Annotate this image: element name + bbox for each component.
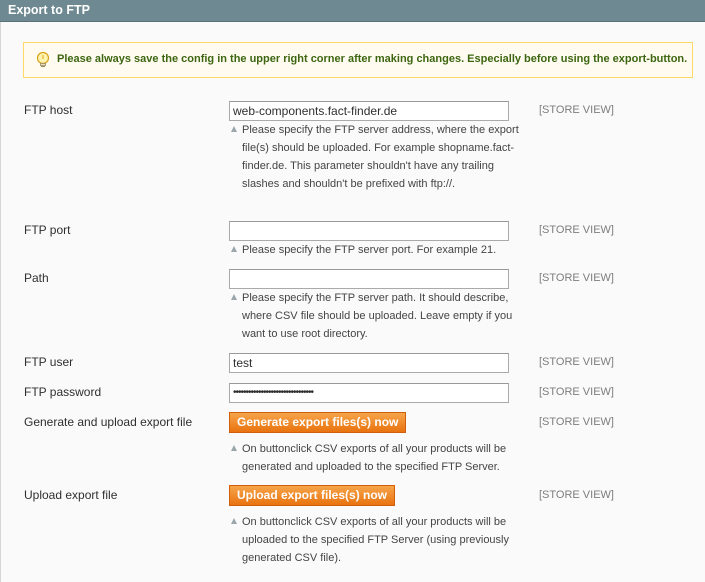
note-arrow-icon	[231, 445, 237, 451]
note-arrow-icon	[231, 294, 237, 300]
section-header[interactable]	[0, 0, 705, 22]
upload-export-button[interactable]: Upload export files(s) now	[229, 485, 395, 506]
generate-upload-scope: [STORE VIEW]	[539, 416, 614, 428]
ftp-port-scope: [STORE VIEW]	[539, 224, 614, 236]
ftp-port-label: FTP port	[24, 223, 71, 237]
note-arrow-icon	[231, 246, 237, 252]
path-scope: [STORE VIEW]	[539, 272, 614, 284]
ftp-user-label: FTP user	[24, 355, 74, 369]
note-arrow-icon	[231, 126, 237, 132]
ftp-host-label: FTP host	[24, 103, 73, 117]
note-arrow-icon	[231, 518, 237, 524]
ftp-port-note: Please specify the FTP server port. For example 21.	[229, 241, 521, 259]
ftp-host-input[interactable]: web-components.fact-finder.de	[229, 101, 509, 121]
generate-export-button[interactable]: Generate export files(s) now	[229, 412, 406, 433]
upload-label: Upload export file	[24, 488, 118, 502]
notice-message	[23, 42, 693, 78]
lightbulb-icon	[35, 51, 51, 69]
generate-upload-note: On buttonclick CSV exports of all your products will be generated and uploaded to the specified FTP Server.	[229, 440, 521, 476]
section-title: Export to FTP	[8, 3, 90, 17]
ftp-host-scope: [STORE VIEW]	[539, 104, 614, 116]
ftp-user-input[interactable]: test	[229, 353, 509, 373]
upload-scope: [STORE VIEW]	[539, 489, 614, 501]
path-label: Path	[24, 271, 49, 285]
notice-text: Please always save the config in the upper right corner after making changes. Especially before using the export-button.	[57, 53, 688, 65]
ftp-user-scope: [STORE VIEW]	[539, 356, 614, 368]
ftp-password-scope: [STORE VIEW]	[539, 386, 614, 398]
generate-upload-label: Generate and upload export file	[24, 415, 193, 429]
upload-note: On buttonclick CSV exports of all your products will be uploaded to the specified FTP Server (using previously generated CSV file).	[229, 513, 521, 567]
ftp-host-note: Please specify the FTP server address, where the export file(s) should be uploaded. For example shopname.fact-finder.de. This parameter shouldn't have any trailing slashes and shouldn't be prefixed with ftp://.	[229, 121, 521, 193]
ftp-port-input[interactable]	[229, 221, 509, 241]
path-note: Please specify the FTP server path. It should describe, where CSV file should be uploaded. Leave empty if you want to use root directory.	[229, 289, 521, 343]
ftp-password-input[interactable]: ••••••••••••••••••••••••••••••••	[229, 383, 509, 403]
path-input[interactable]	[229, 269, 509, 289]
section-body	[0, 22, 705, 582]
ftp-password-label: FTP password	[24, 385, 102, 399]
